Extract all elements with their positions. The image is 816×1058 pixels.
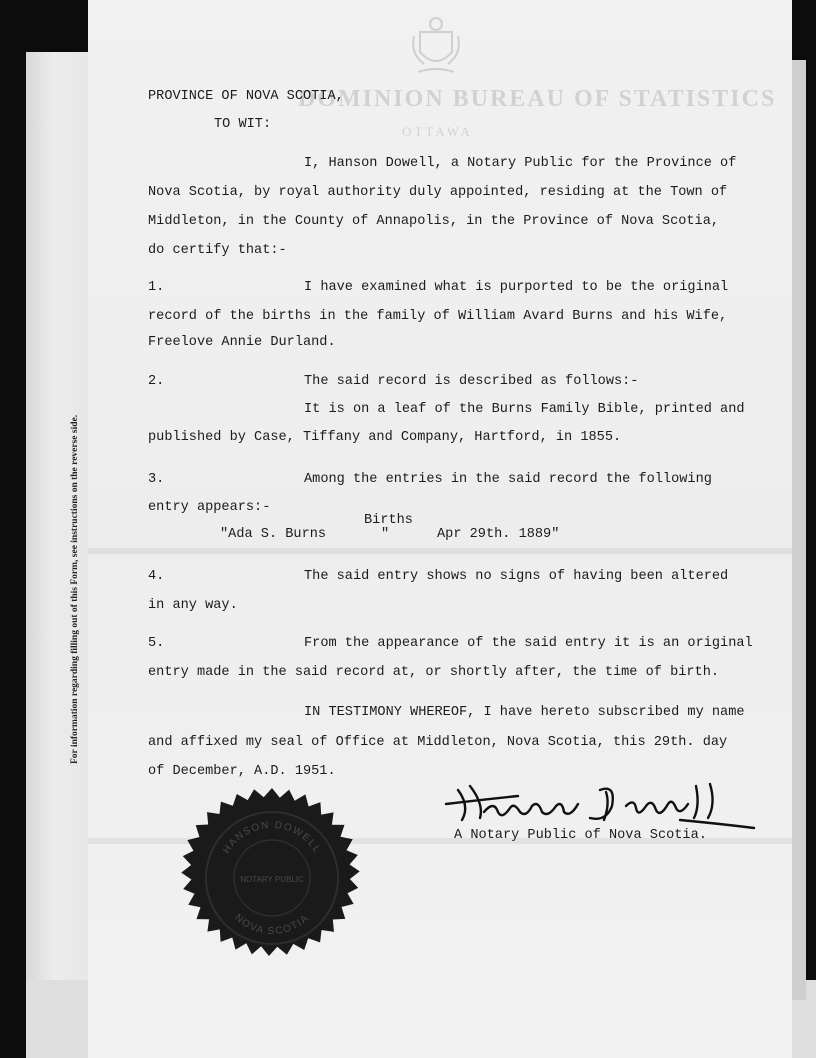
item-line: entry made in the said record at, or shortly after, the time of birth.	[148, 665, 720, 680]
item-number: 3.	[148, 472, 165, 487]
right-edge-strip	[792, 60, 806, 1000]
page-fold	[88, 548, 792, 554]
entry-date: Apr 29th. 1889"	[437, 527, 560, 542]
seal-bottom-text: NOVA SCOTIA	[232, 912, 312, 938]
entry-ditto: "	[381, 527, 390, 542]
item-number: 5.	[148, 636, 165, 651]
item-line: in any way.	[148, 598, 238, 613]
preamble-line: I, Hanson Dowell, a Notary Public for the Province of	[304, 156, 737, 171]
entry-heading: Births	[364, 513, 413, 528]
side-note: For information regarding filling out of this Form, see instructions on the reverse side.	[70, 414, 80, 764]
preamble-line: do certify that:-	[148, 243, 287, 258]
item-line: Freelove Annie Durland.	[148, 335, 336, 350]
item-number: 2.	[148, 374, 165, 389]
seal-middle-text: NOTARY PUBLIC	[240, 875, 304, 884]
back-sheet	[26, 52, 96, 1058]
to-wit: TO WIT:	[214, 117, 272, 132]
item-line: entry appears:-	[148, 500, 271, 515]
seal-top-text: HANSON DOWELL	[221, 819, 323, 856]
testimony-line: IN TESTIMONY WHEREOF, I have hereto subscribed my name	[304, 705, 745, 720]
letterhead-city: OTTAWA	[402, 124, 473, 139]
testimony-line: and affixed my seal of Office at Middleton, Nova Scotia, this 29th. day	[148, 735, 728, 750]
item-line: From the appearance of the said entry it is an original	[304, 636, 753, 651]
item-line: The said entry shows no signs of having been altered	[304, 569, 729, 584]
item-line: The said record is described as follows:-	[304, 374, 639, 389]
item-line: I have examined what is purported to be the original	[304, 280, 729, 295]
letterhead-title: DOMINION BUREAU OF STATISTICS	[298, 86, 777, 112]
notary-seal-icon	[180, 786, 364, 970]
coat-of-arms-icon	[410, 14, 462, 76]
preamble-line: Middleton, in the County of Annapolis, in the Province of Nova Scotia,	[148, 214, 720, 229]
notary-signature	[440, 776, 758, 834]
item-number: 1.	[148, 280, 165, 295]
signature-title: A Notary Public of Nova Scotia.	[454, 828, 707, 843]
jurisdiction-line: PROVINCE OF NOVA SCOTIA,	[148, 89, 344, 104]
testimony-line: of December, A.D. 1951.	[148, 764, 336, 779]
item-number: 4.	[148, 569, 165, 584]
item-line: published by Case, Tiffany and Company, Hartford, in 1855.	[148, 430, 622, 445]
item-line: It is on a leaf of the Burns Family Bible, printed and	[304, 402, 745, 417]
item-line: Among the entries in the said record the following	[304, 472, 712, 487]
entry-name: "Ada S. Burns	[220, 527, 327, 542]
item-line: record of the births in the family of William Avard Burns and his Wife,	[148, 309, 728, 324]
preamble-line: Nova Scotia, by royal authority duly appointed, residing at the Town of	[148, 185, 728, 200]
